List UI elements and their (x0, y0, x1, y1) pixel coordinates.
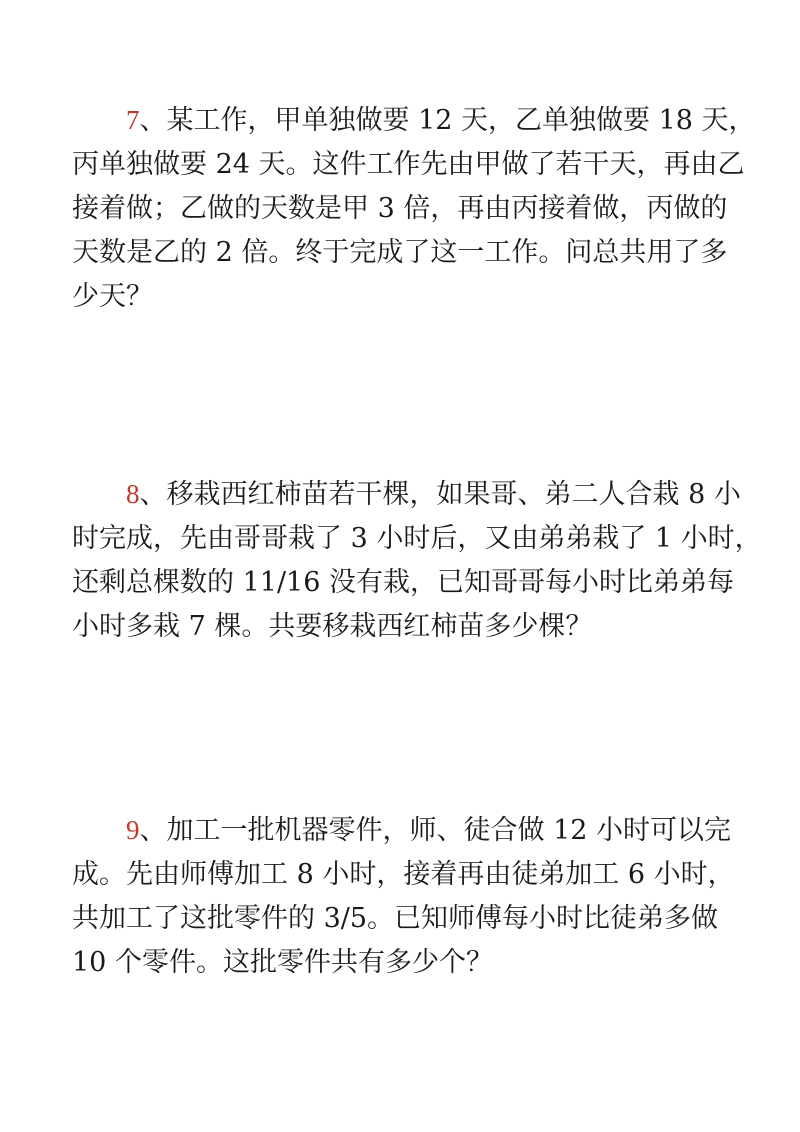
problem-8-line-2: 时完成，先由哥哥栽了 3 小时后，又由弟弟栽了 1 小时， (72, 523, 762, 554)
problem-8-number: 8 (126, 479, 140, 509)
problem-7-number: 7 (126, 105, 140, 135)
problem-8-text-1: 、移栽西红柿苗若干棵，如果哥、弟二人合栽 8 小 (139, 479, 741, 510)
problem-7 (72, 98, 756, 319)
problem-7-line-5: 少天？ (72, 281, 153, 312)
problem-8-line-4: 小时多栽 7 棵。共要移栽西红柿苗多少棵？ (72, 611, 593, 642)
problem-8-line-1 (72, 472, 741, 517)
problem-9-line-3: 共加工了这批零件的 3/5。已知师傅每小时比徒弟多做 (72, 903, 719, 934)
problem-9-line-1 (72, 808, 732, 853)
problem-8 (72, 472, 762, 649)
problem-9-line-4: 10 个零件。这批零件共有多少个？ (72, 947, 493, 978)
problem-7-line-3: 接着做；乙做的天数是甲 3 倍，再由丙接着做，丙做的 (72, 193, 728, 224)
problem-9 (72, 808, 735, 985)
problem-7-line-1 (72, 98, 756, 143)
problem-8-line-3: 还剩总棵数的 11/16 没有栽，已知哥哥每小时比弟弟每 (72, 567, 734, 598)
problem-7-line-2: 丙单独做要 24 天。这件工作先由甲做了若干天，再由乙 (72, 149, 745, 180)
problem-9-line-2: 成。先由师傅加工 8 小时，接着再由徒弟加工 6 小时， (72, 859, 735, 890)
problem-9-number: 9 (126, 815, 140, 845)
problem-7-line-4: 天数是乙的 2 倍。终于完成了这一工作。问总共用了多 (72, 237, 728, 268)
problem-7-text-1: 、某工作，甲单独做要 12 天，乙单独做要 18 天， (139, 105, 756, 136)
problem-9-text-1: 、加工一批机器零件，师、徒合做 12 小时可以完 (139, 815, 732, 846)
